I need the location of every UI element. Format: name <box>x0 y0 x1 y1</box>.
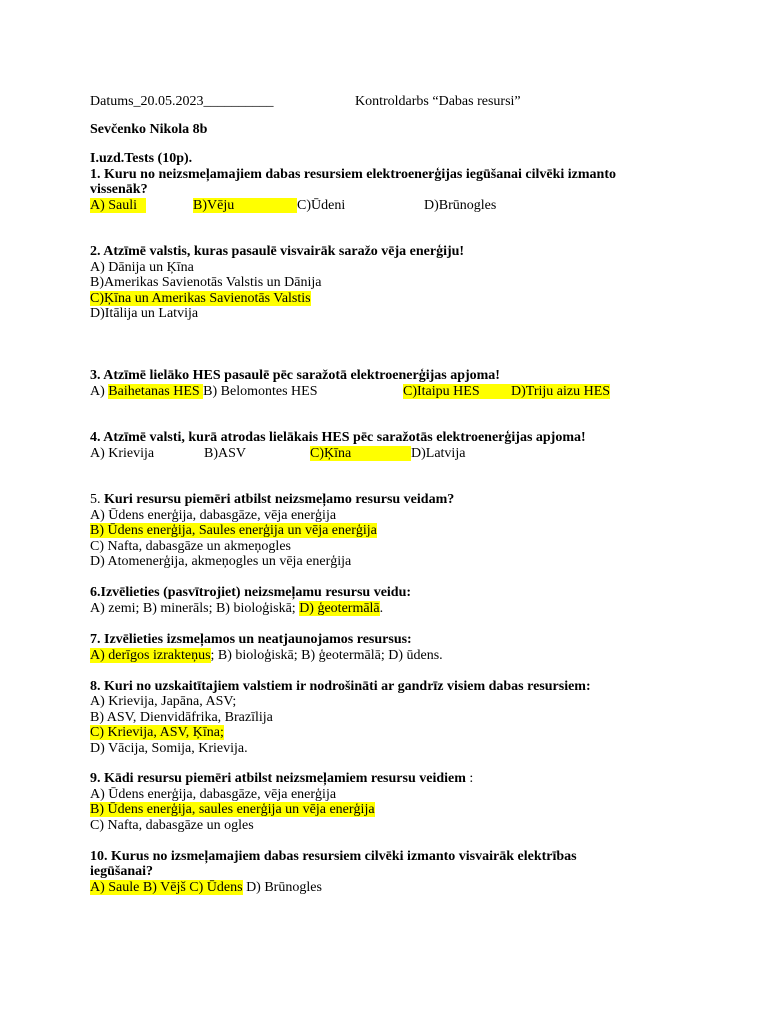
question-7-text: 7. Izvēlieties izsmeļamos un neatjaunojamos resursus: <box>90 632 412 647</box>
question-5-text: Kuri resursu piemēri atbilst neizsmeļamo resursu veidam? <box>104 492 455 507</box>
question-3-text: 3. Atzīmē lielāko HES pasaulē pēc saražotā elektroenerģijas apjoma! <box>90 368 500 383</box>
q6-period: . <box>379 601 384 616</box>
question-5 <box>90 492 454 507</box>
q8-answer-b: B) ASV, Dienvidāfrika, Brazīlija <box>90 710 273 725</box>
q9-answer-c: C) Nafta, dabasgāze un ogles <box>90 818 254 833</box>
q3-answer <box>90 384 318 399</box>
q2-answer-c: C)Ķīna un Amerikas Savienotās Valstis <box>90 291 311 306</box>
question-9-text: 9. Kādi resursu piemēri atbilst neizsmeļamiem resursu veidiem <box>90 771 466 786</box>
q4-answer-a: A) Krievija <box>90 446 155 461</box>
q10-answers-abc: A) Saule B) Vējš C) Ūdens <box>90 880 243 895</box>
q7-options: ; B) bioloģiskā; B) ģeotermālā; D) ūdens. <box>210 648 443 663</box>
q5-answer-d: D) Atomenerģija, akmeņogles un vēja enerģija <box>90 554 352 569</box>
q2-answer-d: D)Itālija un Latvija <box>90 306 199 321</box>
q1-answer-b: B)Vēju <box>193 198 297 213</box>
q4-answer-b: B)ASV <box>204 446 247 461</box>
q2-answer-a: A) Dānija un Ķīna <box>90 260 194 275</box>
q6-answer-d: D) ģeotermālā <box>299 601 380 616</box>
question-2-text: 2. Atzīmē valstis, kuras pasaulē visvairāk saražo vēja enerģiju! <box>90 244 465 259</box>
q3-answer-d: D)Triju aizu HES <box>511 384 611 399</box>
q9-answer-b: B) Ūdens enerģija, saules enerģija un vēja enerģija <box>90 802 375 817</box>
student-name: Sevčenko Nikola 8b <box>90 122 208 137</box>
test-title: Kontroldarbs “Dabas resursi” <box>355 94 521 109</box>
question-8-text: 8. Kuri no uzskaitītajiem valstiem ir nodrošināti ar gandrīz visiem dabas resursiem: <box>90 679 591 694</box>
question-1-text: 1. Kuru no neizsmeļamajiem dabas resursiem elektroenerģijas iegūšanai cilvēki izmanto <box>90 167 616 182</box>
question-4-text: 4. Atzīmē valsti, kurā atrodas lielākais HES pēc saražotās elektroenerģijas apjoma! <box>90 430 586 445</box>
q2-answer-b: B)Amerikas Savienotās Valstis un Dānija <box>90 275 322 290</box>
q8-answer-a: A) Krievija, Japāna, ASV; <box>90 694 237 709</box>
q10-answers <box>90 880 322 895</box>
q7-answers <box>90 648 443 663</box>
question-10-text-cont: iegūšanai? <box>90 864 154 879</box>
q5-answer-b: B) Ūdens enerģija, Saules enerģija un vēja enerģija <box>90 523 377 538</box>
q1-answer-a: A) Sauli <box>90 198 146 213</box>
q3-answer-b: B) Belomontes HES <box>203 384 318 399</box>
question-6-text: 6.Izvēlieties (pasvītrojiet) neizsmeļamu resursu veidu: <box>90 585 412 600</box>
date-line: Datums_20.05.2023__________ <box>90 94 274 109</box>
q1-answer-c: C)Ūdeni <box>297 198 346 213</box>
q4-answer-c: C)Ķīna <box>310 446 411 461</box>
q5-answer-a: A) Ūdens enerģija, dabasgāze, vēja enerģija <box>90 508 337 523</box>
q5-answer-c: C) Nafta, dabasgāze un akmeņogles <box>90 539 291 554</box>
q6-answers <box>90 601 383 616</box>
q3-answer-a-prefix: A) <box>90 384 109 399</box>
question-5-number: 5. <box>90 492 104 507</box>
q6-options: A) zemi; B) minerāls; B) bioloģiskā; <box>90 601 300 616</box>
question-9 <box>90 771 473 786</box>
q7-answer-a: A) derīgos izrakteņus <box>90 648 211 663</box>
question-10-text: 10. Kurus no izsmeļamajiem dabas resursiem cilvēki izmanto visvairāk elektrības <box>90 849 577 864</box>
section-title: I.uzd.Tests (10p). <box>90 151 193 166</box>
q10-answer-d: D) Brūnogles <box>242 880 322 895</box>
q1-answer-d: D)Brūnogles <box>424 198 497 213</box>
q3-answer-c: C)Itaipu HES <box>403 384 511 399</box>
question-1-text-cont: vissenāk? <box>90 182 148 197</box>
question-9-colon: : <box>465 771 474 786</box>
q8-answer-c: C) Krievija, ASV, Ķīna; <box>90 725 224 740</box>
q4-answer-d: D)Latvija <box>411 446 466 461</box>
q8-answer-d: D) Vācija, Somija, Krievija. <box>90 741 248 756</box>
q9-answer-a: A) Ūdens enerģija, dabasgāze, vēja enerģija <box>90 787 337 802</box>
q3-answer-a: Baihetanas HES <box>108 384 204 399</box>
